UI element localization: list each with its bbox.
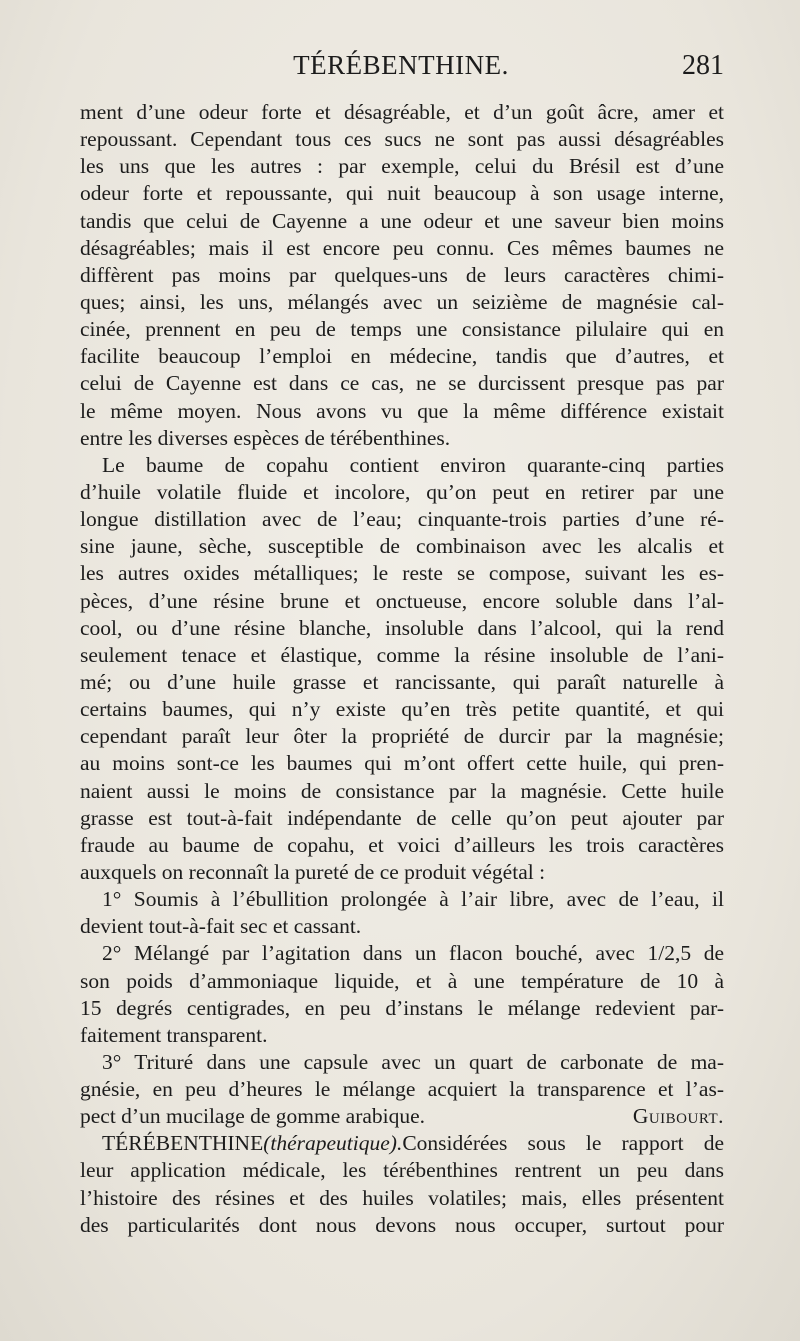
text-line: faitement transparent. [80, 1022, 268, 1047]
text-line: au moins sont-ce les baumes qui m’ont offert cette huile, qui pren- [80, 751, 724, 776]
section-title: TÉRÉBENTHINE [102, 1131, 264, 1156]
text-line: grasse est tout-à-fait indépendante de celle qu’on peut ajouter par [80, 805, 724, 830]
text-line: mé; ou d’une huile grasse et rancissante, qui paraît naturelle à [80, 669, 724, 694]
text-line: désagréables; mais il est encore peu connu. Ces mêmes baumes ne [80, 235, 724, 260]
text-line: 1° Soumis à l’ébullition prolongée à l’air libre, avec de l’eau, il [102, 887, 724, 912]
signature-line [80, 1103, 724, 1130]
text-line: gnésie, en peu d’heures le mélange acquiert la transparence et l’as- [80, 1077, 724, 1102]
section-subtitle: (thérapeutique). [263, 1131, 403, 1156]
text-line: Considérées sous le rapport de [402, 1131, 724, 1156]
text-line: des particularités dont nous devons nous occuper, surtout pour [80, 1212, 724, 1237]
page-number: 281 [682, 50, 724, 81]
text-line: ment d’une odeur forte et désagréable, et d’un goût âcre, amer et [80, 100, 724, 124]
text-line: d’huile volatile fluide et incolore, qu’on peut en retirer par une [80, 479, 724, 504]
text-line: 15 degrés centigrades, en peu d’instans le mélange redevient par- [80, 995, 724, 1020]
text-line: entre les diverses espèces de térébenthines. [80, 425, 451, 450]
text-line: cinée, prennent en peu de temps une consistance pilulaire qui en [80, 317, 724, 342]
text-line: son poids d’ammoniaque liquide, et à une température de 10 à [80, 968, 724, 993]
text-line: celui de Cayenne est dans ce cas, ne se durcissent presque pas par [80, 371, 724, 396]
text-line: le même moyen. Nous avons vu que la même différence existait [80, 398, 724, 423]
text-line: odeur forte et repoussante, qui nuit beaucoup à son usage interne, [80, 181, 724, 206]
text-line: pect d’un mucilage de gomme arabique. [80, 1104, 426, 1129]
text-line: sine jaune, sèche, susceptible de combinaison avec les alcalis et [80, 534, 724, 559]
text-line: facilite beaucoup l’emploi en médecine, tandis que d’autres, et [80, 344, 724, 369]
text-line: ques; ainsi, les uns, mélangés avec un seizième de magnésie cal- [80, 289, 724, 314]
author-signature: Guibourt. [632, 1104, 724, 1129]
text-line: 3° Trituré dans une capsule avec un quart de carbonate de ma- [102, 1049, 724, 1074]
text-line: certains baumes, qui n’y existe qu’en très petite quantité, et qui [80, 697, 724, 722]
text-line: cool, ou d’une résine blanche, insoluble dans l’alcool, qui la rend [80, 615, 724, 640]
text-line: l’histoire des résines et des huiles volatiles; mais, elles présentent [80, 1185, 724, 1210]
text-line: longue distillation avec de l’eau; cinquante-trois parties d’une ré- [80, 507, 724, 532]
text-line: devient tout-à-fait sec et cassant. [80, 914, 362, 939]
text-line: diffèrent pas moins par quelques-uns de leurs caractères chimi- [80, 262, 724, 287]
section-heading-line [80, 1130, 724, 1157]
text-line: pèces, d’une résine brune et onctueuse, encore soluble dans l’al- [80, 588, 724, 613]
running-title: TÉRÉBENTHINE. [293, 50, 509, 80]
text-line: Le baume de copahu contient environ quarante-cinq parties [102, 452, 724, 477]
text-line: auxquels on reconnaît la pureté de ce produit végétal : [80, 859, 546, 884]
text-line: 2° Mélangé par l’agitation dans un flacon bouché, avec 1/2,5 de [102, 941, 724, 966]
text-line: seulement tenace et élastique, comme la résine insoluble de l’ani- [80, 642, 724, 667]
page-header [78, 50, 724, 90]
text-line: les uns que les autres : par exemple, celui du Brésil est d’une [80, 154, 724, 179]
body-text [80, 99, 724, 1239]
text-line: naient aussi le moins de consistance par la magnésie. Cette huile [80, 778, 724, 803]
text-line: repoussant. Cependant tous ces sucs ne sont pas aussi désagréables [80, 127, 724, 152]
text-line: les autres oxides métalliques; le reste se compose, suivant les es- [80, 561, 724, 586]
text-line: tandis que celui de Cayenne a une odeur et une saveur bien moins [80, 208, 724, 233]
text-line: fraude au baume de copahu, et voici d’ailleurs les trois caractères [80, 832, 724, 857]
text-line: leur application médicale, les térébenthines rentrent un peu dans [80, 1158, 724, 1183]
text-line: cependant paraît leur ôter la propriété de durcir par la magnésie; [80, 724, 724, 749]
